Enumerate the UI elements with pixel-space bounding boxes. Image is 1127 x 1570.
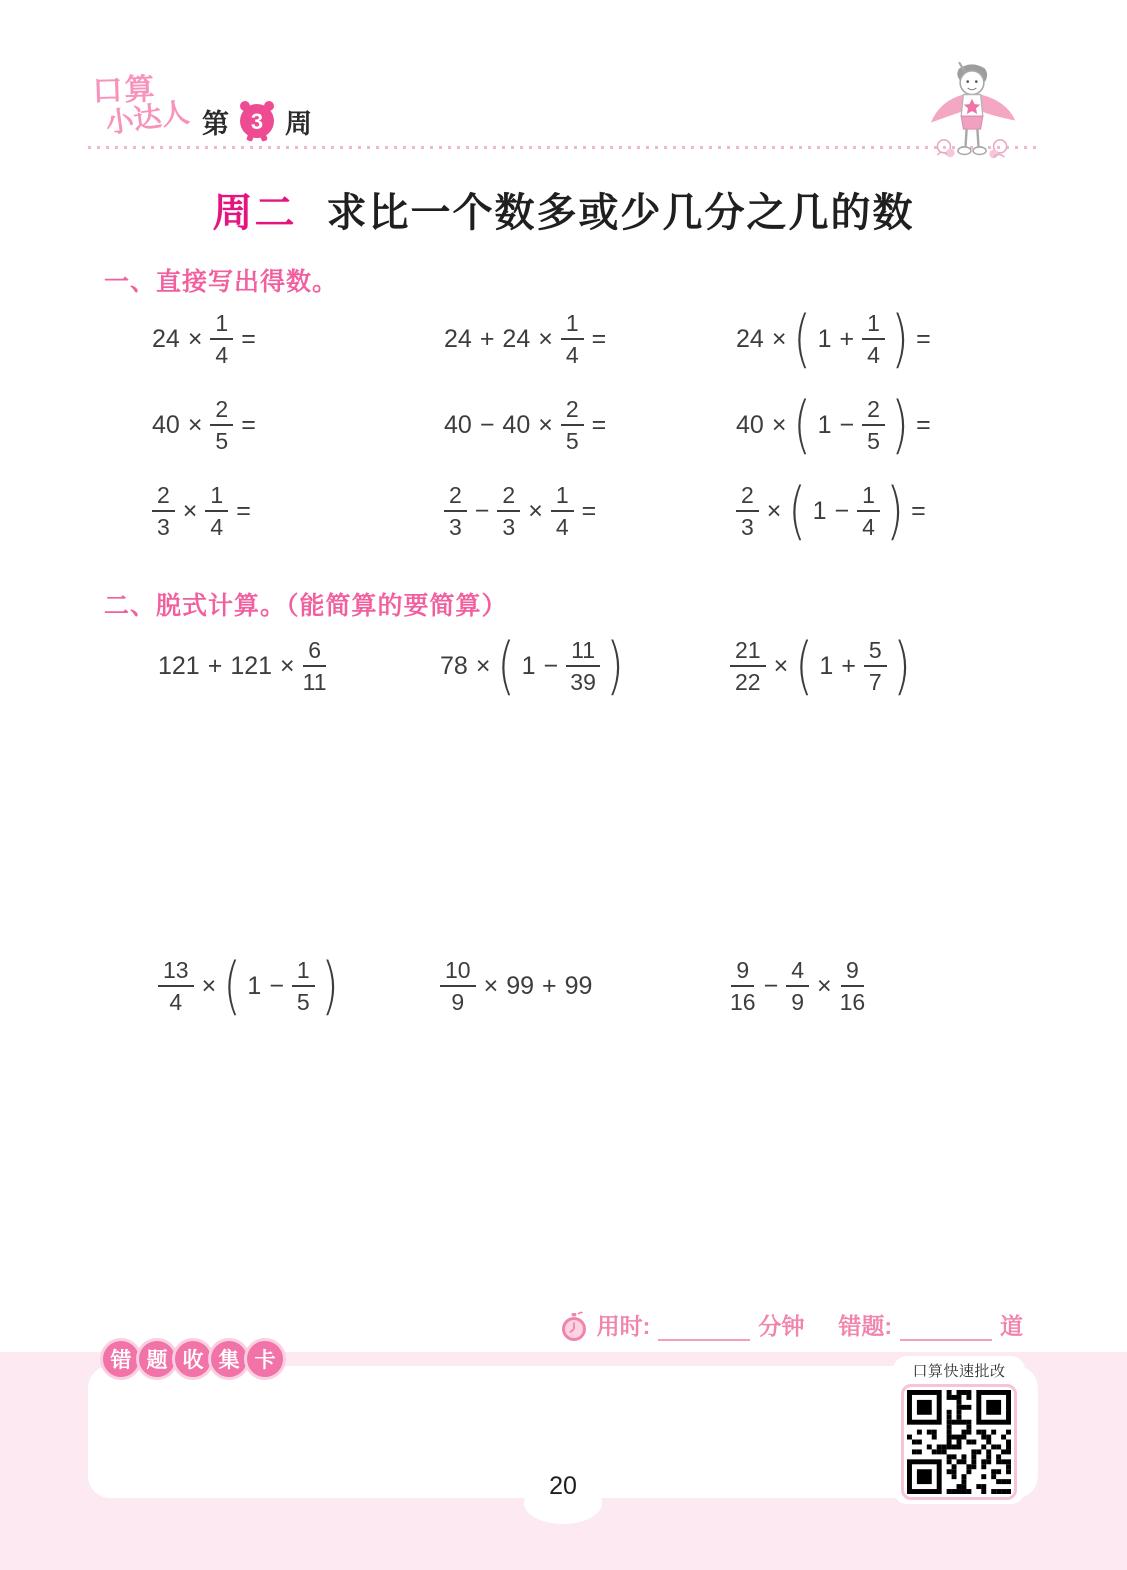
operator: = [236,496,251,525]
operator: × [201,971,217,1000]
operator: − [834,496,850,525]
svg-text:3: 3 [250,109,264,134]
fraction: $\frac{1}{4}$ [205,483,228,539]
number: 99 [564,971,593,1000]
operator: = [241,324,256,353]
problem [152,397,444,453]
operator: × [475,651,491,680]
operator: + [207,651,223,680]
week-suffix: 周 [285,108,312,139]
page-title [0,181,1127,238]
fraction: $\frac{2}{5}$ [561,397,584,453]
operator: = [916,324,931,353]
operator: × [187,324,203,353]
operator: − [543,651,559,680]
operator: = [916,410,931,439]
logo-line2: 小达人 [103,96,192,139]
number: 1 [819,651,834,680]
week-prefix: 第 [202,108,229,139]
fraction: $\frac{9}{16}$ [839,956,866,1015]
problem [730,958,1020,1014]
alarm-clock-badge [235,99,279,143]
problem [152,483,444,539]
section2-problem-row2 [158,938,1020,1034]
operator: − [839,410,855,439]
alarm-clock-icon [235,99,279,143]
errors-blank [900,1315,992,1341]
problem [440,958,730,1014]
week-indicator [202,99,312,143]
fraction: $\frac{1}{4}$ [551,483,574,539]
time-label: 用时: [596,1313,651,1339]
fraction: $\frac{1}{4}$ [862,311,885,367]
operator: × [771,410,787,439]
operator: = [581,496,597,525]
operator: × [182,496,198,525]
card-label-char: 卡 [244,1338,286,1380]
qr-code [907,1390,1011,1494]
operator: × [771,324,787,353]
problem [152,311,444,367]
operator: × [528,496,543,525]
operator: + [542,971,557,1000]
fraction: $\frac{21}{22}$ [730,638,766,694]
qr-panel [893,1356,1025,1504]
card-label-char: 错 [100,1338,142,1380]
lesson-title: 求比一个数多或少几分之几的数 [326,191,915,235]
fraction: $\frac{2}{3}$ [444,483,467,539]
number: 1 [812,496,827,525]
fraction: $\frac{1}{4}$ [857,483,880,539]
number: 24 [444,324,472,353]
problem [444,311,736,367]
stopwatch-icon [559,1311,589,1343]
section1-heading: 一、直接写出得数。 [104,268,339,296]
number: 1 [521,651,536,680]
problem: $\frac{13}{4}$ × ( 1 − $\frac{1}{5}$ ) [158,958,440,1014]
fraction: $\frac{2}{5}$ [862,397,885,453]
operator: = [241,410,256,439]
card-label-char: 集 [208,1338,250,1380]
errors-unit: 道 [1000,1313,1023,1339]
operator: × [538,410,553,439]
fraction: $\frac{2}{3}$ [736,483,759,539]
fraction: $\frac{2}{3}$ [152,483,175,539]
number: 40 [736,410,764,439]
header-divider [88,146,1040,149]
number: 1 [817,324,832,353]
page-number: 20 [549,1472,577,1500]
operator: × [187,410,203,439]
fraction: $\frac{1}{5}$ [292,958,315,1014]
superhero-kid-mascot [918,60,1026,168]
card-label-char: 收 [172,1338,214,1380]
fraction: $\frac{4}{9}$ [786,958,809,1014]
brand-logo [91,72,214,139]
operator: × [766,496,782,525]
problem: 40 × ( 1 − $\frac{2}{5}$ ) = [736,388,931,461]
operator: × [773,651,789,680]
fraction: $\frac{2}{5}$ [210,397,233,453]
operator: = [591,324,607,353]
number: 99 [506,971,535,1000]
time-and-errors-line [559,1308,1023,1341]
fraction: $\frac{13}{4}$ [158,958,194,1014]
fraction: $\frac{6}{11}$ [302,636,327,695]
fraction: $\frac{9}{16}$ [730,956,756,1015]
number: 24 [152,324,180,353]
fraction: $\frac{10}{9}$ [440,958,476,1014]
time-blank [658,1315,750,1341]
number: 40 [444,410,472,439]
fraction: $\frac{1}{4}$ [210,311,233,367]
number: 121 [158,651,200,680]
operator: + [479,324,495,353]
operator: − [479,410,495,439]
number: 1 [247,971,262,1000]
operator: + [839,324,855,353]
problem [158,638,440,694]
card-label-char: 题 [136,1338,178,1380]
operator: + [841,651,856,680]
fraction: $\frac{1}{4}$ [561,311,584,367]
operator: × [483,971,499,1000]
operator: − [474,496,490,525]
number: 121 [230,651,273,680]
number: 1 [817,410,832,439]
weekday-label: 周二 [212,191,297,235]
time-unit: 分钟 [758,1313,805,1339]
operator: × [280,651,295,680]
problem: $\frac{2}{3}$ × ( 1 − $\frac{1}{4}$ ) = [736,483,1022,539]
operator: − [763,971,779,1000]
section2-problem-row1 [158,618,1020,714]
operator: × [817,971,832,1000]
number: 24 [736,324,764,353]
fraction: $\frac{2}{3}$ [497,483,520,539]
error-collection-card-label [106,1338,286,1380]
qr-caption: 口算快速批改 [912,1363,1006,1380]
number: 40 [152,410,180,439]
fraction: $\frac{11}{39}$ [566,638,600,694]
section2-heading: 二、脱式计算。（能简算的要简算） [104,592,508,620]
section1-problem-grid [152,296,1022,554]
qr-frame [901,1384,1017,1500]
logo-line1: 口算 [91,72,158,109]
operator: = [591,410,607,439]
problem [444,483,736,539]
number: 78 [440,651,468,680]
operator: − [269,971,284,1000]
problem: 24 × ( 1 + $\frac{1}{4}$ ) = [736,302,931,375]
errors-label: 错题: [838,1313,892,1339]
number: 24 [502,324,531,353]
operator: × [538,324,553,353]
fraction: $\frac{5}{7}$ [864,638,887,694]
operator: = [911,496,926,525]
problem [444,397,736,453]
problem: 78 × ( 1 − $\frac{11}{39}$ ) [440,629,624,702]
problem: $\frac{21}{22}$ × ( 1 + $\frac{5}{7}$ ) [730,638,1020,694]
number: 40 [502,410,531,439]
